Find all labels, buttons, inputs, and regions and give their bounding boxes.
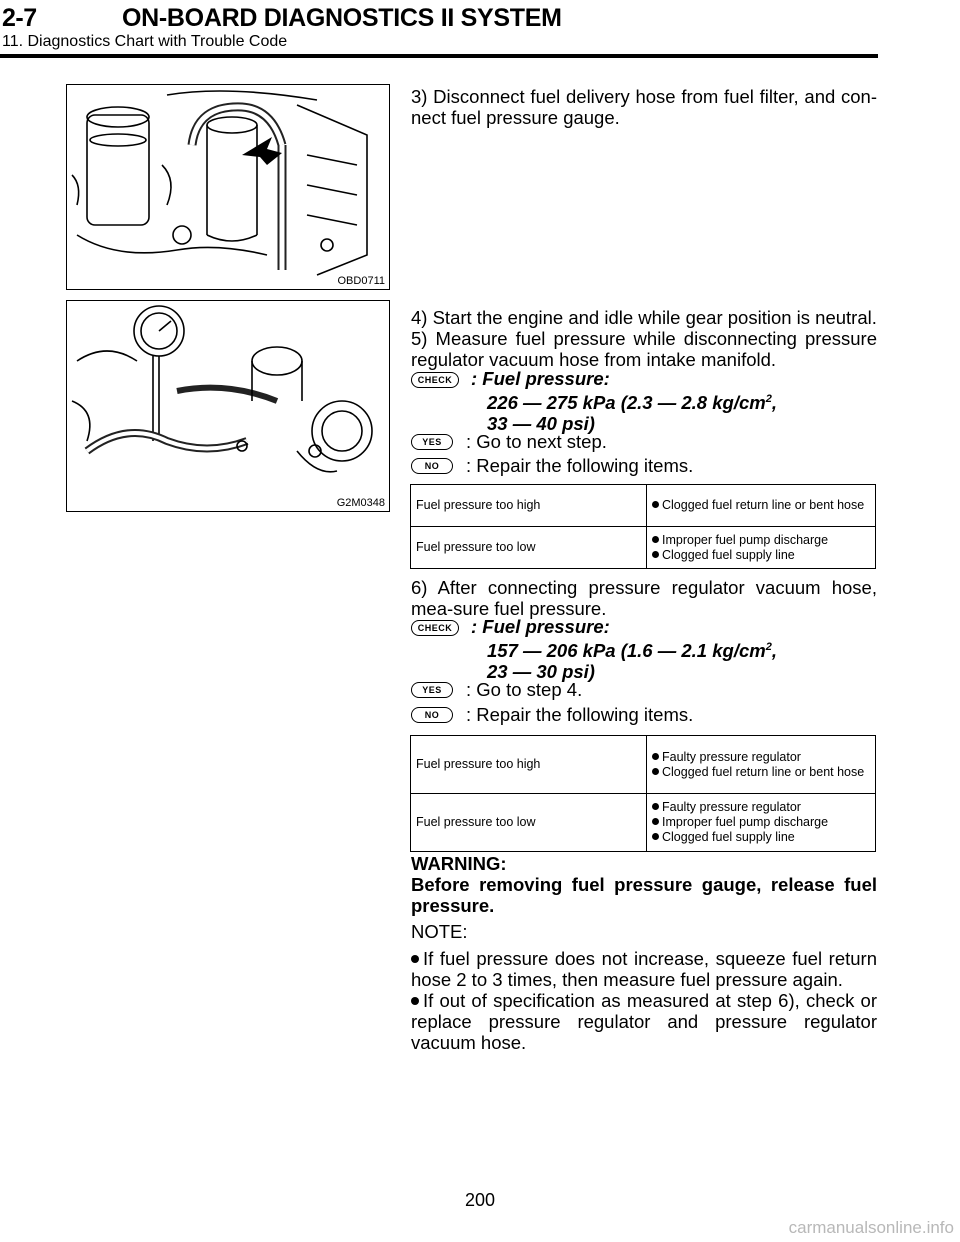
page-header bbox=[0, 0, 960, 60]
note-label: NOTE: bbox=[411, 921, 468, 942]
section-title: ON-BOARD DIAGNOSTICS II SYSTEM bbox=[122, 4, 562, 32]
pressure-gauge-illustration bbox=[67, 301, 389, 511]
check-icon: CHECK bbox=[411, 620, 459, 636]
condition-cell: Fuel pressure too high bbox=[411, 736, 647, 794]
spec-value-end: , bbox=[771, 392, 777, 414]
figure-code: G2M0348 bbox=[336, 497, 385, 509]
list-item: Clogged fuel supply line bbox=[652, 830, 870, 845]
table-row bbox=[411, 527, 876, 569]
spec-value-line bbox=[471, 637, 777, 661]
spec-value: 226 — 275 kPa (2.3 — 2.8 kg/cm bbox=[487, 392, 766, 414]
spec-sup: 2 bbox=[765, 393, 772, 405]
step-4-text: 4) Start the engine and idle while gear position is neutral. bbox=[411, 307, 877, 328]
no-icon: NO bbox=[411, 707, 453, 723]
section-number: 2-7 bbox=[2, 4, 37, 32]
list-item: Improper fuel pump discharge bbox=[652, 815, 870, 830]
bullet-icon bbox=[652, 753, 659, 760]
items-cell bbox=[647, 527, 876, 569]
step-3-text: 3) Disconnect fuel delivery hose from fuel filter, and con-nect fuel pressure gauge. bbox=[411, 86, 877, 128]
bullet-icon bbox=[652, 501, 659, 508]
step-6-text: 6) After connecting pressure regulator vacuum hose, mea-sure fuel pressure. bbox=[411, 577, 877, 619]
list-item: Improper fuel pump discharge bbox=[652, 533, 870, 548]
repair-table-2 bbox=[410, 735, 876, 852]
step-4 bbox=[411, 307, 877, 370]
no-icon: NO bbox=[411, 458, 453, 474]
warning-text: Before removing fuel pressure gauge, release fuel pressure. bbox=[411, 874, 877, 916]
spec-text-1 bbox=[471, 368, 777, 434]
note-item: If fuel pressure does not increase, squeeze fuel return hose 2 to 3 times, then measure fuel pressure again. bbox=[411, 948, 877, 990]
figure-fuel-filter-hose bbox=[66, 84, 390, 290]
list-item: Faulty pressure regulator bbox=[652, 800, 870, 815]
yes-row-1 bbox=[411, 431, 877, 453]
bullet-icon bbox=[411, 997, 419, 1005]
bullet-icon bbox=[652, 768, 659, 775]
spec-value: 157 — 206 kPa (1.6 — 2.1 kg/cm bbox=[487, 640, 766, 662]
spec-value-end: , bbox=[771, 640, 777, 662]
section-subtitle: 11. Diagnostics Chart with Trouble Code bbox=[2, 33, 288, 50]
items-cell bbox=[647, 485, 876, 527]
list-item: Clogged fuel return line or bent hose bbox=[652, 498, 870, 513]
warning-label: WARNING: bbox=[411, 853, 507, 874]
note-block bbox=[411, 921, 877, 1053]
header-rule bbox=[0, 54, 878, 58]
bullet-icon bbox=[652, 551, 659, 558]
no-row-1 bbox=[411, 455, 877, 477]
yes-text: : Go to step 4. bbox=[466, 679, 583, 700]
no-text: : Repair the following items. bbox=[466, 704, 694, 725]
spec-text-2 bbox=[471, 616, 777, 682]
bullet-icon bbox=[411, 955, 419, 963]
table-row bbox=[411, 485, 876, 527]
table-row bbox=[411, 794, 876, 852]
repair-table-1 bbox=[410, 484, 876, 569]
condition-cell: Fuel pressure too low bbox=[411, 794, 647, 852]
list-item: Clogged fuel return line or bent hose bbox=[652, 765, 870, 780]
step-6 bbox=[411, 577, 877, 619]
yes-row-2 bbox=[411, 679, 877, 701]
yes-text: : Go to next step. bbox=[466, 431, 607, 452]
watermark: carmanualsonline.info bbox=[788, 1218, 954, 1237]
bullet-icon bbox=[652, 818, 659, 825]
step-3 bbox=[411, 86, 877, 128]
spec-psi: 23 — 30 psi) bbox=[487, 661, 595, 683]
warning-block bbox=[411, 853, 877, 916]
spec-sup: 2 bbox=[765, 641, 772, 653]
check-spec-2 bbox=[411, 618, 877, 682]
spec-label: : Fuel pressure: bbox=[471, 368, 610, 389]
arrow-icon bbox=[242, 137, 282, 165]
no-text: : Repair the following items. bbox=[466, 455, 694, 476]
check-spec-1 bbox=[411, 370, 877, 434]
check-icon: CHECK bbox=[411, 372, 459, 388]
spec-label: : Fuel pressure: bbox=[471, 616, 610, 637]
bullet-icon bbox=[652, 803, 659, 810]
list-item: Faulty pressure regulator bbox=[652, 750, 870, 765]
step-5-text: 5) Measure fuel pressure while disconnecting pressure regulator vacuum hose from intake manifold. bbox=[411, 328, 877, 370]
figure-code: OBD0711 bbox=[337, 275, 385, 287]
no-row-2 bbox=[411, 704, 877, 726]
items-cell bbox=[647, 794, 876, 852]
items-cell bbox=[647, 736, 876, 794]
list-item: Clogged fuel supply line bbox=[652, 548, 870, 563]
condition-cell: Fuel pressure too high bbox=[411, 485, 647, 527]
yes-icon: YES bbox=[411, 682, 453, 698]
table-row bbox=[411, 736, 876, 794]
bullet-icon bbox=[652, 833, 659, 840]
condition-cell: Fuel pressure too low bbox=[411, 527, 647, 569]
yes-icon: YES bbox=[411, 434, 453, 450]
note-item: If out of specification as measured at step 6), check or replace pressure regulator and pressure regulator vacuum hose. bbox=[411, 990, 877, 1053]
spec-psi: 33 — 40 psi) bbox=[487, 413, 595, 435]
spec-value-line bbox=[471, 389, 777, 413]
fuel-filter-illustration bbox=[67, 85, 389, 289]
bullet-icon bbox=[652, 536, 659, 543]
page-number: 200 bbox=[464, 1190, 496, 1210]
figure-pressure-gauge bbox=[66, 300, 390, 512]
